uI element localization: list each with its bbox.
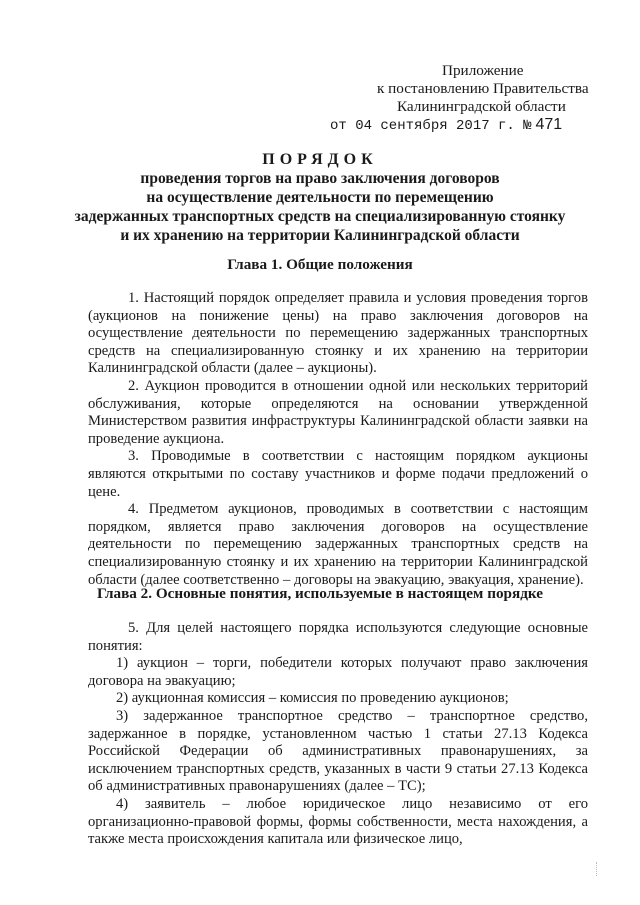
chapter-2-body: [88, 620, 588, 849]
margin-mark: [596, 862, 605, 876]
appendix-region: Калининградской области: [397, 98, 566, 115]
document-title: [0, 150, 640, 245]
chapter-2-heading: Глава 2. Основные понятия, используемые в настоящем порядке: [97, 585, 543, 602]
title-line-1: проведения торгов на право заключения договоров: [140, 170, 500, 187]
chapter-1-heading: Глава 1. Общие положения: [227, 256, 413, 273]
appendix-label: Приложение: [442, 62, 524, 79]
definition-item-4: 4) заявитель – любое юридическое лицо независимо от его организационно-правовой формы, формы собственности, места нахождения, а также места происхождения капитала или физическое лицо,: [88, 795, 588, 848]
appendix-number: 471: [535, 116, 563, 133]
definition-item-2: 2) аукционная комиссия – комиссия по проведению аукционов;: [116, 690, 509, 707]
appendix-block: [330, 62, 590, 135]
appendix-reference: к постановлению Правительства: [377, 80, 589, 97]
paragraph-4: 4. Предметом аукционов, проводимых в соответствии с настоящим порядком, является право заключения договоров на осуществление деятельности по перемещению задержанных транспортных средств на специализированную стоянку и их хранению на территории Калининградской области (далее соответственно – договоры на эвакуацию, эвакуация, хранение).: [88, 501, 588, 588]
paragraph-2: 2. Аукцион проводится в отношении одной или нескольких территорий обслуживания, которые определяются на основании утвержденной Министерством развития инфраструктуры Калининградской области заявки на проведение аукциона.: [88, 377, 588, 447]
title-line-3: задержанных транспортных средств на специализированную стоянку: [74, 208, 566, 225]
title-word: ПОРЯДОК: [262, 151, 378, 168]
paragraph-3: 3. Проводимые в соответствии с настоящим порядком аукционы являются открытыми по составу участников и форме подачи предложений о цене.: [88, 448, 588, 500]
paragraph-1: 1. Настоящий порядок определяет правила и условия проведения торгов (аукционов на понижение цены) на право заключения договоров на осуществление деятельности по перемещению задержанных транспортных средств на специализированную стоянку и их хранению на территории Калининградской области (далее – аукционы).: [88, 290, 588, 377]
paragraph-5: 5. Для целей настоящего порядка используются следующие основные понятия:: [88, 620, 588, 654]
definition-item-3: 3) задержанное транспортное средство – транспортное средство, задержанное в порядке, установленном частью 1 статьи 27.13 Кодекса Российской Федерации об административных правонарушениях, за исключением транспортных средств, указанных в части 9 статьи 27.13 Кодекса об административных правонарушениях (далее – ТС);: [88, 707, 588, 795]
definition-item-1: 1) аукцион – торги, победители которых получают право заключения договора на эвакуацию;: [88, 655, 588, 689]
title-line-4: и их хранению на территории Калининградской области: [120, 227, 520, 244]
appendix-date-line: [330, 116, 590, 135]
appendix-date: от 04 сентября 2017 г. №: [330, 118, 532, 134]
title-line-2: на осуществление деятельности по перемещению: [146, 189, 494, 206]
chapter-1-body: [88, 290, 588, 589]
